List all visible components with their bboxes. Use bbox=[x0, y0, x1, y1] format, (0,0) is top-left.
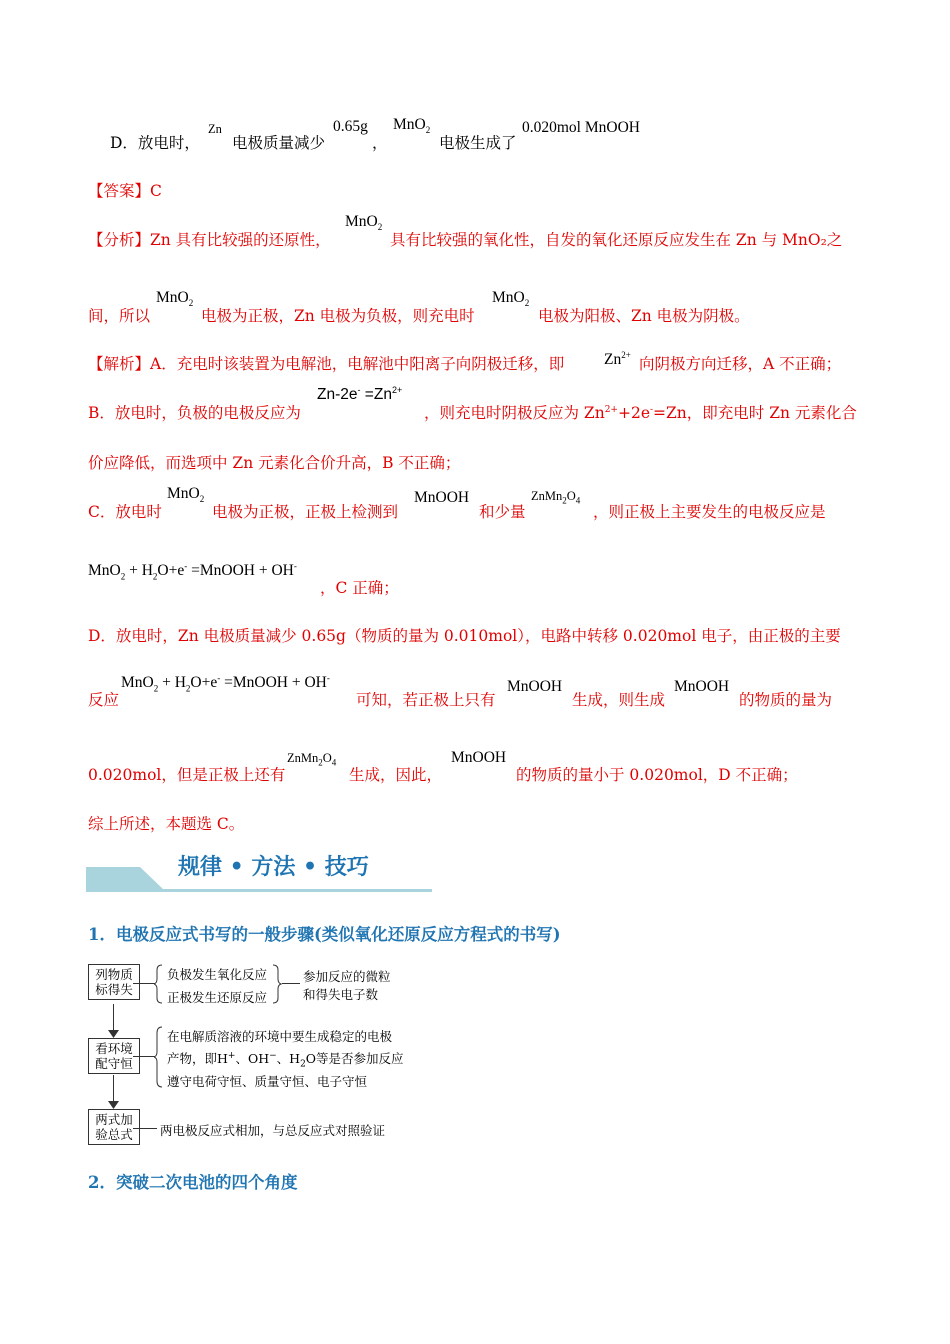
jiexi-c-tail: ，C 正确； bbox=[320, 579, 399, 597]
flow-box-1: 列物质 标得失 bbox=[88, 964, 140, 1000]
heading-1: 1．电极反应式书写的一般步骤(类似氧化还原反应方程式的书写) bbox=[88, 925, 561, 944]
option-d-comma: ， bbox=[372, 134, 388, 152]
jiexi-d-line-1: D．放电时，Zn 电极质量减少 0.65g（物质的量为 0.010mol），电路中转移 0.020mol 电子，由正极的主要 bbox=[88, 627, 841, 645]
mnooh-formula: MnOOH bbox=[451, 749, 507, 766]
flow-b2-a: 在电解质溶液的环境中要生成稳定的电极 bbox=[167, 1029, 393, 1044]
mno2-formula: MnO$_2$ bbox=[345, 213, 383, 233]
jiexi-b-lead: B．放电时，负极的电极反应为 bbox=[88, 404, 301, 422]
mno2-formula: MnO$_2$ bbox=[492, 289, 530, 309]
zn-formula: Zn bbox=[208, 122, 222, 136]
connector bbox=[282, 983, 300, 984]
answer-label: 【答案】C bbox=[88, 182, 162, 200]
analysis-line-2c: 电极为阳极、Zn 电极为阴极。 bbox=[538, 307, 750, 325]
flow-b1-a: 负极发生氧化反应 bbox=[167, 967, 268, 982]
jiexi-a-text: 【解析】A．充电时该装置为电解池，电解池中阳离子向阴极迁移，即 bbox=[88, 355, 565, 373]
right-brace bbox=[272, 964, 282, 1004]
jiexi-d-lead-2: 反应 bbox=[88, 691, 120, 709]
jiexi-c-text-1: 电极为正极，正极上检测到 bbox=[212, 503, 399, 521]
zn2-ion: $Zn^{2+}$ bbox=[604, 350, 631, 369]
analysis-line-1a: 【分析】Zn 具有比较强的还原性， bbox=[88, 231, 331, 249]
jiexi-c-lead: C．放电时 bbox=[88, 503, 162, 521]
flow-b1-r1: 参加反应的微粒 bbox=[303, 969, 391, 984]
option-d-result: 0.020mol MnOOH bbox=[522, 119, 640, 136]
mnooh-formula: MnOOH bbox=[507, 678, 563, 695]
arrow-down-icon bbox=[108, 1101, 119, 1109]
left-brace bbox=[154, 1026, 164, 1088]
mno2-formula: MnO$_2$ bbox=[156, 289, 194, 309]
flow-b2-c: 遵守电荷守恒、质量守恒、电子守恒 bbox=[167, 1074, 368, 1089]
option-d-text-1: 电极质量减少 bbox=[232, 134, 326, 152]
option-d-lead: D．放电时， bbox=[110, 134, 200, 152]
jiexi-c-text-3: ，则正极上主要发生的电极反应是 bbox=[593, 503, 826, 521]
jiexi-d-line-3a: 0.020mol，但是正极上还有 bbox=[88, 766, 286, 784]
section-banner-title: 规律 • 方法 • 技巧 bbox=[178, 854, 369, 880]
connector bbox=[133, 1128, 157, 1129]
mnooh-formula: MnOOH bbox=[414, 489, 470, 506]
jiexi-d-text-4: 的物质的量为 bbox=[739, 691, 833, 709]
connector bbox=[133, 1056, 155, 1057]
znmn2o4-formula: $ZnMn_2O_4$ bbox=[287, 751, 337, 768]
flow-box-2: 看环境 配守恒 bbox=[88, 1038, 140, 1074]
analysis-line-2a: 间，所以 bbox=[88, 307, 151, 325]
left-brace bbox=[154, 964, 164, 1004]
connector bbox=[133, 983, 155, 984]
analysis-line-2b: 电极为正极，Zn 电极为负极，则充电时 bbox=[201, 307, 475, 325]
jiexi-c-text-2: 和少量 bbox=[479, 503, 526, 521]
analysis-line-1b: 具有比较强的氧化性，自发的氧化还原反应发生在 Zn 与 MnO₂之 bbox=[390, 231, 843, 249]
jiexi-d-text-2: 可知，若正极上只有 bbox=[356, 691, 496, 709]
flow-b1-b: 正极发生还原反应 bbox=[167, 990, 268, 1005]
zn-anode-equation: $Zn-2e^- =Zn^{2+}$ bbox=[317, 385, 403, 404]
flow-b2-b: 产物，即H+、OH−、$H_2O$等是否参加反应 bbox=[167, 1050, 404, 1070]
jiexi-b-mid: ，则充电时阴极反应为 $Zn^{2+}+2e^-=Zn$，即充电时 Zn 元素化合 bbox=[424, 404, 857, 422]
arrow-down-icon bbox=[108, 1030, 119, 1038]
jiexi-d-line-3c: 的物质的量小于 0.020mol，D 不正确； bbox=[516, 766, 798, 784]
flow-b3-a: 两电极反应式相加，与总反应式对照验证 bbox=[160, 1123, 386, 1138]
jiexi-d-line-3b: 生成，因此， bbox=[349, 766, 443, 784]
jiexi-d-text-3: 生成，则生成 bbox=[572, 691, 666, 709]
jiexi-b-line-2: 价应降低，而选项中 Zn 元素化合价升高，B 不正确； bbox=[88, 454, 461, 472]
znmn2o4-formula: $ZnMn_2O_4$ bbox=[531, 489, 581, 506]
heading-2: 2．突破二次电池的四个角度 bbox=[88, 1173, 298, 1192]
mass-value: 0.65g bbox=[333, 118, 368, 135]
cathode-equation: $MnO_2 + H_2O+e^-$ =MnOOH + OH- bbox=[88, 561, 297, 582]
cathode-equation: $MnO_2 + H_2O+e^-$ =MnOOH + OH- bbox=[121, 673, 330, 694]
mno2-formula: MnO$_2$ bbox=[167, 485, 205, 505]
flow-box-3: 两式加 验总式 bbox=[88, 1109, 140, 1145]
mno2-formula: MnO$_2$ bbox=[393, 116, 431, 136]
jiexi-a-tail: 向阴极方向迁移，A 不正确； bbox=[639, 355, 842, 373]
flow-b1-r2: 和得失电子数 bbox=[303, 987, 379, 1002]
mnooh-formula: MnOOH bbox=[674, 678, 730, 695]
summary: 综上所述，本题选 C。 bbox=[88, 815, 245, 833]
option-d-text-2: 电极生成了 bbox=[439, 134, 517, 152]
